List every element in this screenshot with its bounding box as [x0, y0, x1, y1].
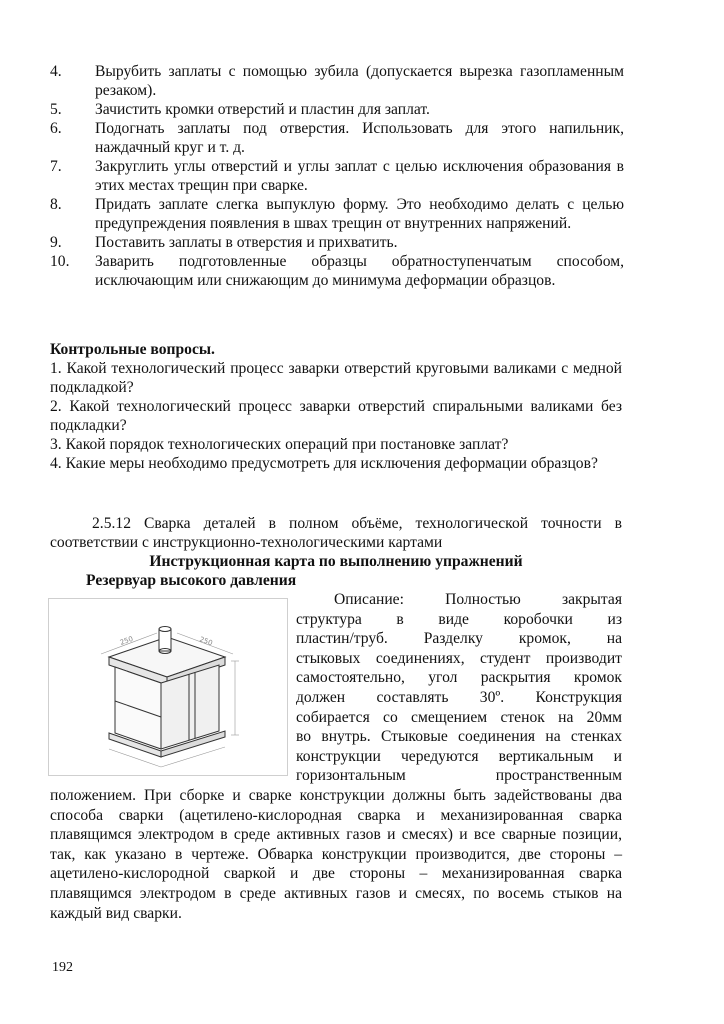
- description-continuation: положением. При сборке и сварке конструкции должны быть задействованы два способа сварки (ацетилено-кислородная сварка и механизированная сварка плавящимся электродом в среде активных газов и смесях) и все сварные позиции, так, как указано в чертеже. Обварка конструкции производится, две стороны – ацетилено-кислородной сваркой и две стороны – механизированная сварка плавящимся электродом в среде активных газов и смесях, по восемь стыков на каждый вид сварки.: [50, 787, 622, 922]
- section-block: [50, 514, 622, 590]
- list-item: [50, 252, 624, 290]
- description-line: самостоятельно, угол раскрытия кромок: [296, 669, 622, 687]
- page-number: 192: [52, 960, 73, 975]
- step-text: Поставить заплаты в отверстия и прихватить.: [95, 234, 398, 251]
- dimension-label: 250: [198, 635, 214, 648]
- list-item: [50, 195, 624, 233]
- step-text: Заварить подготовленные образцы обратноступенчатым способом, исключающим или снижающим до минимума деформации образцов.: [95, 253, 624, 289]
- description-line: стыковых соединениях, студент производит: [296, 649, 622, 667]
- card-title: Инструкционная карта по выполнению упражнений: [149, 553, 523, 570]
- list-item: [50, 233, 624, 252]
- control-questions: [50, 340, 622, 473]
- step-number: 7.: [50, 158, 62, 175]
- list-item: [50, 157, 624, 195]
- step-text: Придать заплате слегка выпуклую форму. Это необходимо делать с целью предупреждения появления в швах трещин от внутренних напряжений.: [95, 196, 624, 232]
- step-text: Вырубить заплаты с помощью зубила (допускается вырезка газопламенным резаком).: [95, 63, 624, 99]
- step-number: 9.: [50, 234, 62, 251]
- step-number: 10.: [50, 253, 70, 270]
- description-line: во внутрь. Стыковые соединения на стенках: [296, 728, 622, 746]
- question-item: 4. Какие меры необходимо предусмотреть для исключения деформации образцов?: [50, 455, 598, 472]
- step-number: 5.: [50, 101, 62, 118]
- description-line: Описание: Полностью закрытая: [334, 591, 622, 608]
- step-number: 4.: [50, 63, 62, 80]
- step-text: Зачистить кромки отверстий и пластин для заплат.: [95, 101, 430, 118]
- step-number: 8.: [50, 196, 62, 213]
- steps-list: [50, 62, 624, 290]
- description-line: конструкции чередуются вертикальным и: [296, 747, 622, 765]
- description-line: пластин/труб. Разделку кромок, на: [296, 630, 622, 648]
- card-subtitle: Резервуар высокого давления: [86, 572, 297, 589]
- tank-drawing-icon: [49, 599, 287, 775]
- question-item: 1. Какой технологический процесс заварки отверстий круговыми валиками с медной подкладкой?: [50, 360, 622, 396]
- question-item: 3. Какой порядок технологических операций при постановке заплат?: [50, 436, 509, 453]
- dimension-label: 250: [118, 634, 135, 647]
- description-line: должен составлять 30º. Конструкция: [296, 688, 622, 706]
- description-right: [296, 590, 622, 786]
- tank-drawing: [48, 598, 288, 776]
- question-item: 2. Какой технологический процесс заварки отверстий спиральными валиками без подкладки?: [50, 398, 622, 434]
- step-text: Подогнать заплаты под отверстия. Использовать для этого напильник, наждачный круг и т. д.: [95, 120, 624, 156]
- list-item: [50, 62, 624, 100]
- control-heading: Контрольные вопросы.: [50, 341, 215, 358]
- list-item: [50, 119, 624, 157]
- section-title: 2.5.12 Сварка деталей в полном объёме, технологической точности в соответствии с инструкционно-технологическими картами: [50, 515, 622, 551]
- list-item: [50, 100, 624, 119]
- step-number: 6.: [50, 120, 62, 137]
- description-line: структура в виде коробочки из: [296, 610, 622, 628]
- step-text: Закруглить углы отверстий и углы заплат с целью исключения образования в этих местах трещин при сварке.: [95, 158, 624, 194]
- description-line: собирается со смещением стенок на 20мм: [296, 708, 622, 726]
- description-line: горизонтальным пространственным: [296, 767, 622, 785]
